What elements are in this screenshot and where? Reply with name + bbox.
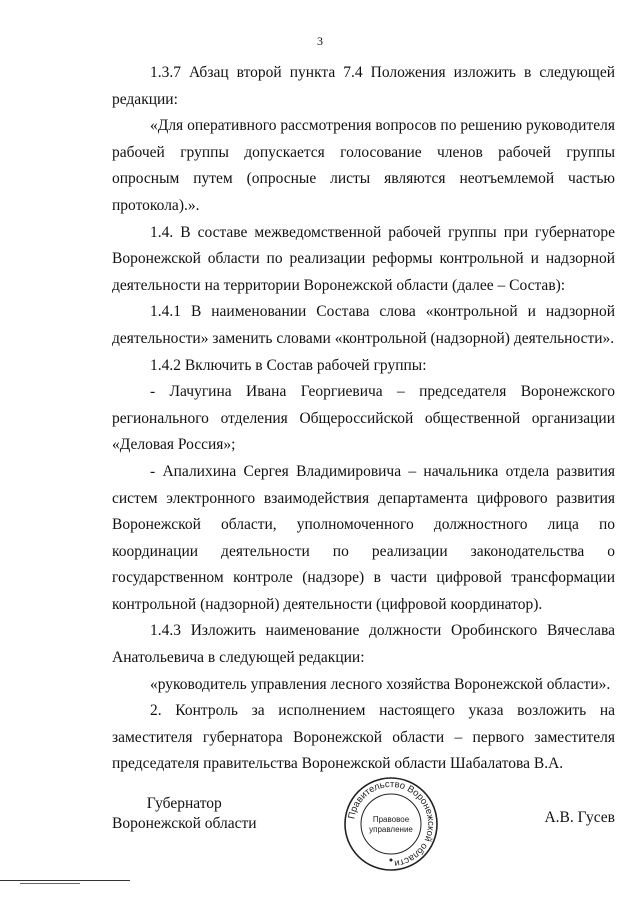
paragraph-1-4-3: 1.4.3 Изложить наименование должности Оробинского Вячеслава Анатольевича в следующей редакции:: [112, 622, 615, 667]
legal-department-stamp: [341, 774, 441, 874]
paragraph-1-4-1: 1.4.1 В наименовании Состава слова «контрольной и надзорной деятельности» заменить словами «контрольной (надзорной) деятельности».: [112, 303, 615, 347]
paragraph-2: 2. Контроль за исполнением настоящего указа возложить на заместителя губернатора Воронежской области – первого заместителя председателя правительства Воронежской области Шабалатова В.А.: [112, 702, 615, 773]
stamp-inner-line-2: управление: [369, 825, 413, 834]
paragraph-member-apalikhin: - Апалихина Сергея Владимировича – начальника отдела развития систем электронного взаимодействия департамента цифрового развития Воронежской области, уполномоченного должностного лица по координации деятельности по реализации законодательства о государственном контроле (надзоре) в части цифровой трансформации контрольной (надзорной) деятельности (цифровой координатор).: [112, 462, 615, 613]
page-number: 3: [317, 34, 323, 48]
paragraph-quote-voting: «Для оперативного рассмотрения вопросов по решению руководителя рабочей группы допускается голосование членов рабочей группы опросным путем (опросные листы являются неотъемлемой частью протокола).».: [112, 117, 615, 214]
document-body: [112, 60, 615, 778]
paragraph-quote-position: «руководитель управления лесного хозяйства Воронежской области».: [150, 675, 611, 693]
paragraph-1-4-2: 1.4.2 Включить в Состав рабочей группы:: [150, 356, 427, 374]
signature-title: [112, 794, 257, 834]
stamp-inner-line-1: Правовое: [372, 815, 410, 824]
paragraph-member-lachugin: - Лачугина Ивана Георгиевича – председателя Воронежского регионального отделения Общероссийской общественной организации «Деловая Россия»;: [112, 383, 615, 454]
footer-divider-short: [20, 883, 80, 884]
stamp-outer-text-path: Правительство Воронежской области: [346, 778, 437, 869]
signature-name: А.В. Гусев: [544, 809, 615, 826]
signature-title-line-1: Губернатор: [146, 795, 222, 812]
paragraph-1-4: 1.4. В составе межведомственной рабочей группы при губернаторе Воронежской области по реализации реформы контрольной и надзорной деятельности на территории Воронежской области (далее – Состав):: [112, 223, 615, 294]
paragraph-1-3-7: 1.3.7 Абзац второй пункта 7.4 Положения изложить в следующей редакции:: [112, 64, 615, 108]
signature-title-line-2: Воронежской области: [112, 815, 257, 832]
footer-divider: [0, 880, 130, 881]
stamp-dot: [390, 859, 393, 862]
